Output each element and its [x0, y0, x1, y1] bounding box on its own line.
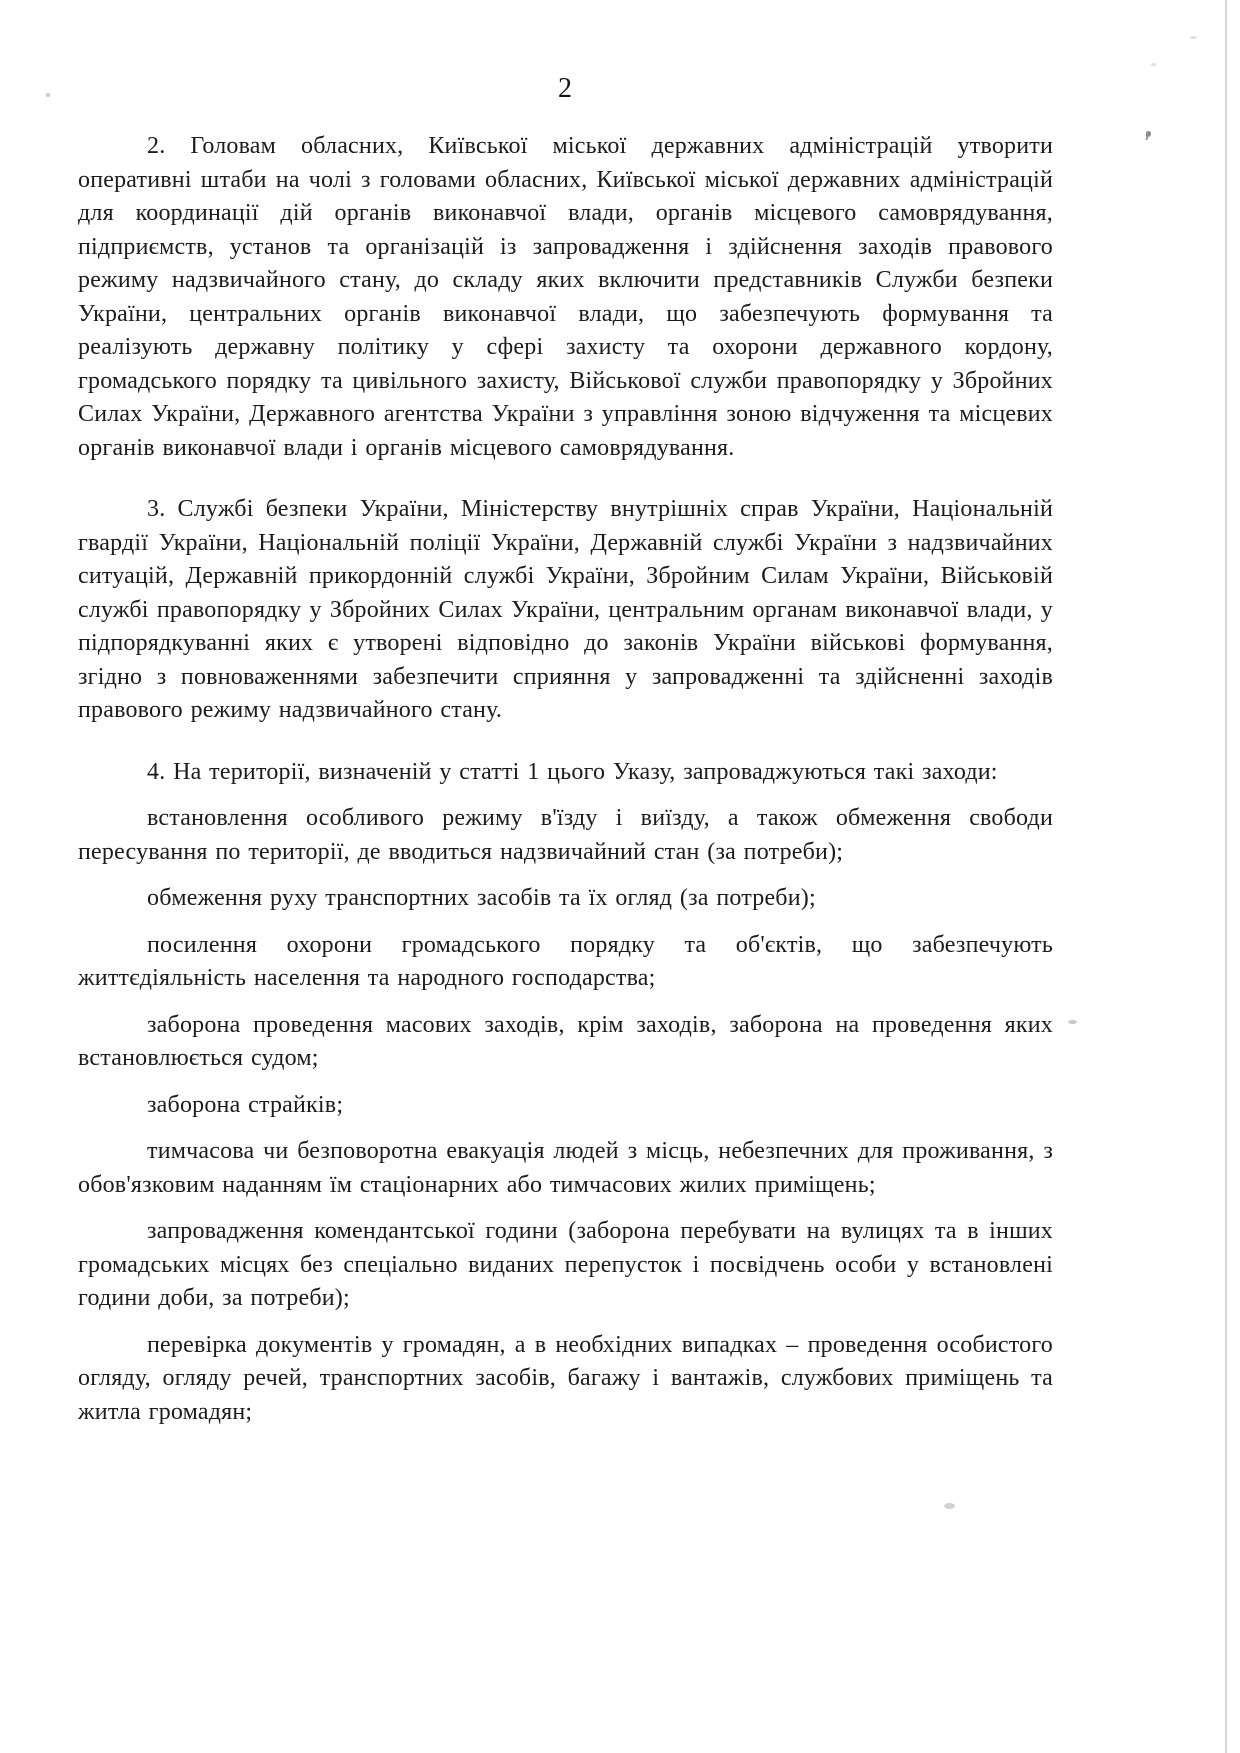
- scan-comma-artifact: [1146, 131, 1151, 137]
- document-text-column: [78, 0, 1053, 1429]
- measure-item-2: обмеження руху транспортних засобів та їх огляд (за потреби);: [147, 885, 816, 911]
- scan-speck: [1190, 36, 1197, 39]
- measure-item-4: заборона проведення масових заходів, крім заходів, заборона на проведення яких встановлюється судом;: [78, 1011, 1053, 1071]
- paragraph-4-intro: 4. На території, визначеній у статті 1 цього Указу, запроваджуються такі заходи:: [147, 758, 998, 785]
- measure-item-3: посилення охорони громадського порядку та об'єктів, що забезпечують життєдіяльність населення та народного господарства;: [78, 931, 1053, 991]
- paragraph-3: 3. Службі безпеки України, Міністерству внутрішніх справ України, Національній гвардії України, Національній поліції України, Державній службі України з надзвичайних ситуацій, Державній прикордонній службі України, Збройним Силам України, Військовій службі правопорядку у Збройних Силах України, центральним органам виконавчої влади, у підпорядкуванні яких є утворені відповідно до законів України військові формування, згідно з повноваженнями забезпечити сприяння у запровадженні та здійсненні заходів правового режиму надзвичайного стану.: [78, 496, 1053, 723]
- paragraph-2: 2. Головам обласних, Київської міської державних адміністрацій утворити оперативні штаби на чолі з головами обласних, Київської міської державних адміністрацій для координації дій органів виконавчої влади, органів місцевого самоврядування, підприємств, установ та організацій із запровадження і здійснення заходів правового режиму надзвичайного стану, до складу яких включити представників Служби безпеки України, центральних органів виконавчої влади, що забезпечують формування та реалізують державну політику у сфері захисту та охорони державного кордону, громадського порядку та цивільного захисту, Військової служби правопорядку у Збройних Силах України, Державного агентства України з управління зоною відчуження та місцевих органів виконавчої влади і органів місцевого самоврядування.: [78, 133, 1053, 461]
- measure-item-1: встановлення особливого режиму в'їзду і виїзду, а також обмеження свободи пересування по території, де вводиться надзвичайний стан (за потреби);: [78, 805, 1053, 865]
- scan-edge-line: [1225, 0, 1227, 1753]
- page-number: 2: [558, 73, 573, 104]
- measure-item-5: заборона страйків;: [147, 1091, 344, 1118]
- scan-speck: [1068, 1020, 1077, 1024]
- scan-speck: [1151, 63, 1156, 66]
- scan-speck: [944, 1503, 955, 1509]
- scan-speck: [46, 93, 50, 97]
- measure-item-8: перевірка документів у громадян, а в необхідних випадках – проведення особистого огляду, огляду речей, транспортних засобів, багажу і вантажів, службових приміщень та житла громадян;: [78, 1331, 1053, 1425]
- measure-item-7: запровадження комендантської години (заборона перебувати на вулицях та в інших громадських місцях без спеціально виданих перепусток і посвідчень особи у встановлені години доби, за потреби);: [78, 1218, 1053, 1311]
- measure-item-6: тимчасова чи безповоротна евакуація людей з місць, небезпечних для проживання, з обов'язковим наданням їм стаціонарних або тимчасових жилих приміщень;: [78, 1138, 1053, 1198]
